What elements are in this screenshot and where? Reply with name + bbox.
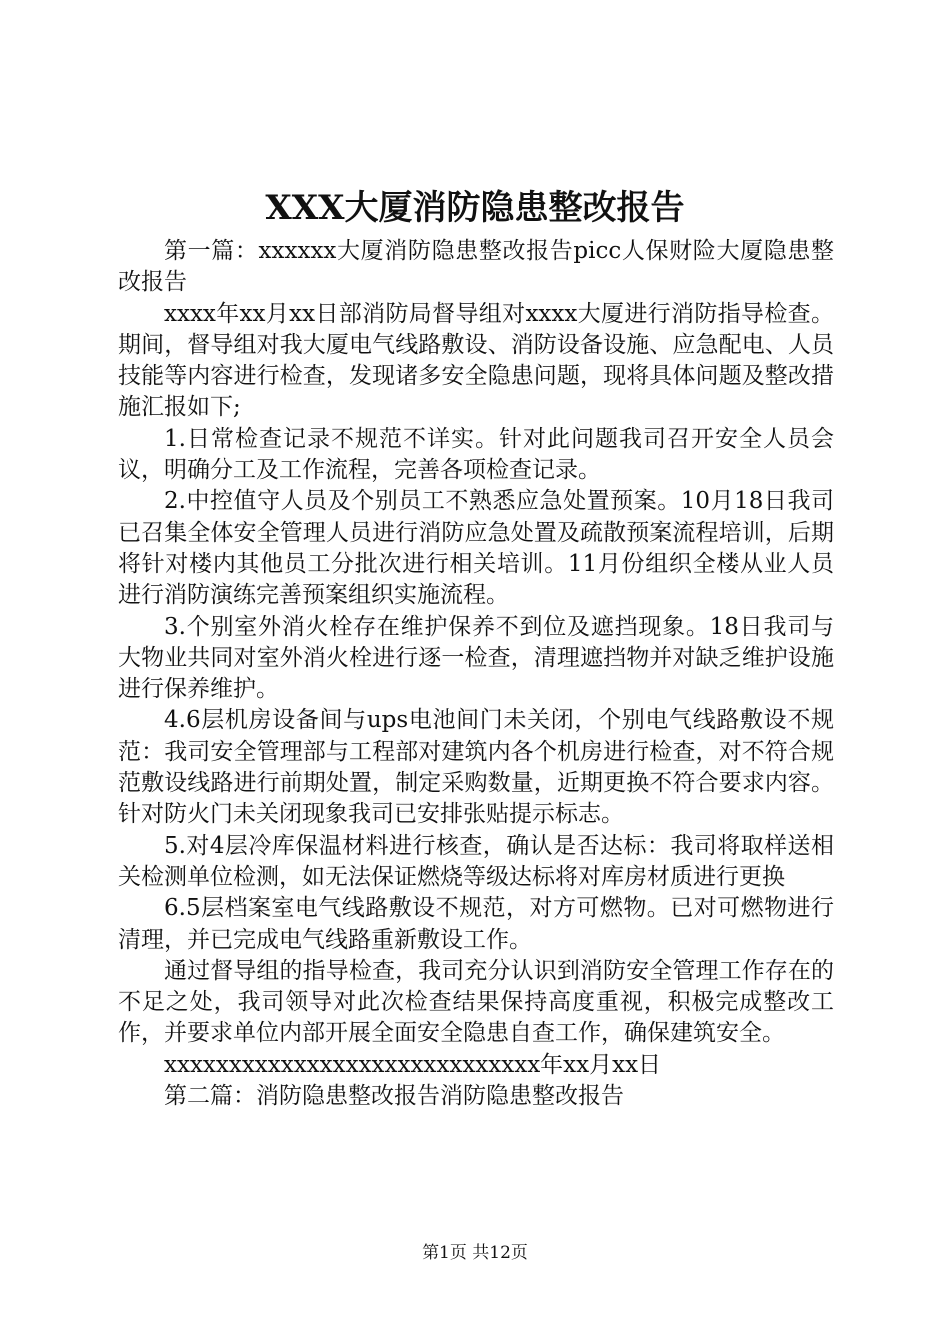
paragraph-intro: xxxx年xx月xx日部消防局督导组对xxxx大厦进行消防指导检查。期间，督导组对我大厦电气线路敷设、消防设备设施、应急配电、人员技能等内容进行检查，发现诸多安全隐患问题，现将具体问题及整改措施汇报如下;: [118, 300, 834, 421]
paragraph-part-two-heading: 第二篇：消防隐患整改报告消防隐患整改报告: [164, 1083, 624, 1110]
paragraph-date-line: xxxxxxxxxxxxxxxxxxxxxxxxxxxxx年xx月xx日: [164, 1051, 662, 1078]
page-number-footer: 第1页 共12页: [422, 1243, 528, 1263]
paragraph-part-one-heading: 第一篇：xxxxxx大厦消防隐患整改报告picc人保财险大厦隐患整改报告: [118, 238, 834, 296]
document-body: [118, 236, 834, 1112]
paragraph-item-4: 4.6层机房设备间与ups电池间门未关闭，个别电气线路敷设不规范：我司安全管理部与工程部对建筑内各个机房进行检查，对不符合规范敷设线路进行前期处置，制定采购数量，近期更换不符合要求内容。针对防火门未关闭现象我司已安排张贴提示标志。: [118, 707, 834, 828]
paragraph-conclusion: 通过督导组的指导检查，我司充分认识到消防安全管理工作存在的不足之处，我司领导对此次检查结果保持高度重视，积极完成整改工作，并要求单位内部开展全面安全隐患自查工作，确保建筑安全。: [118, 957, 834, 1047]
paragraph-item-3: 3.个别室外消火栓存在维护保养不到位及遮挡现象。18日我司与大物业共同对室外消火栓进行逐一检查，清理遮挡物并对缺乏维护设施进行保养维护。: [118, 613, 834, 703]
paragraph-item-2: 2.中控值守人员及个别员工不熟悉应急处置预案。10月18日我司已召集全体安全管理人员进行消防应急处置及疏散预案流程培训，后期将针对楼内其他员工分批次进行相关培训。11月份组织全楼从业人员进行消防演练完善预案组织实施流程。: [118, 488, 834, 609]
document-title: XXX大厦消防隐患整改报告: [265, 188, 685, 228]
paragraph-item-1: 1.日常检查记录不规范不详实。针对此问题我司召开安全人员会议，明确分工及工作流程，完善各项检查记录。: [118, 425, 834, 484]
paragraph-item-5: 5.对4层冷库保温材料进行核查，确认是否达标：我司将取样送相关检测单位检测，如无法保证燃烧等级达标将对库房材质进行更换: [118, 832, 834, 890]
paragraph-item-6: 6.5层档案室电气线路敷设不规范，对方可燃物。已对可燃物进行清理，并已完成电气线路重新敷设工作。: [118, 895, 834, 953]
